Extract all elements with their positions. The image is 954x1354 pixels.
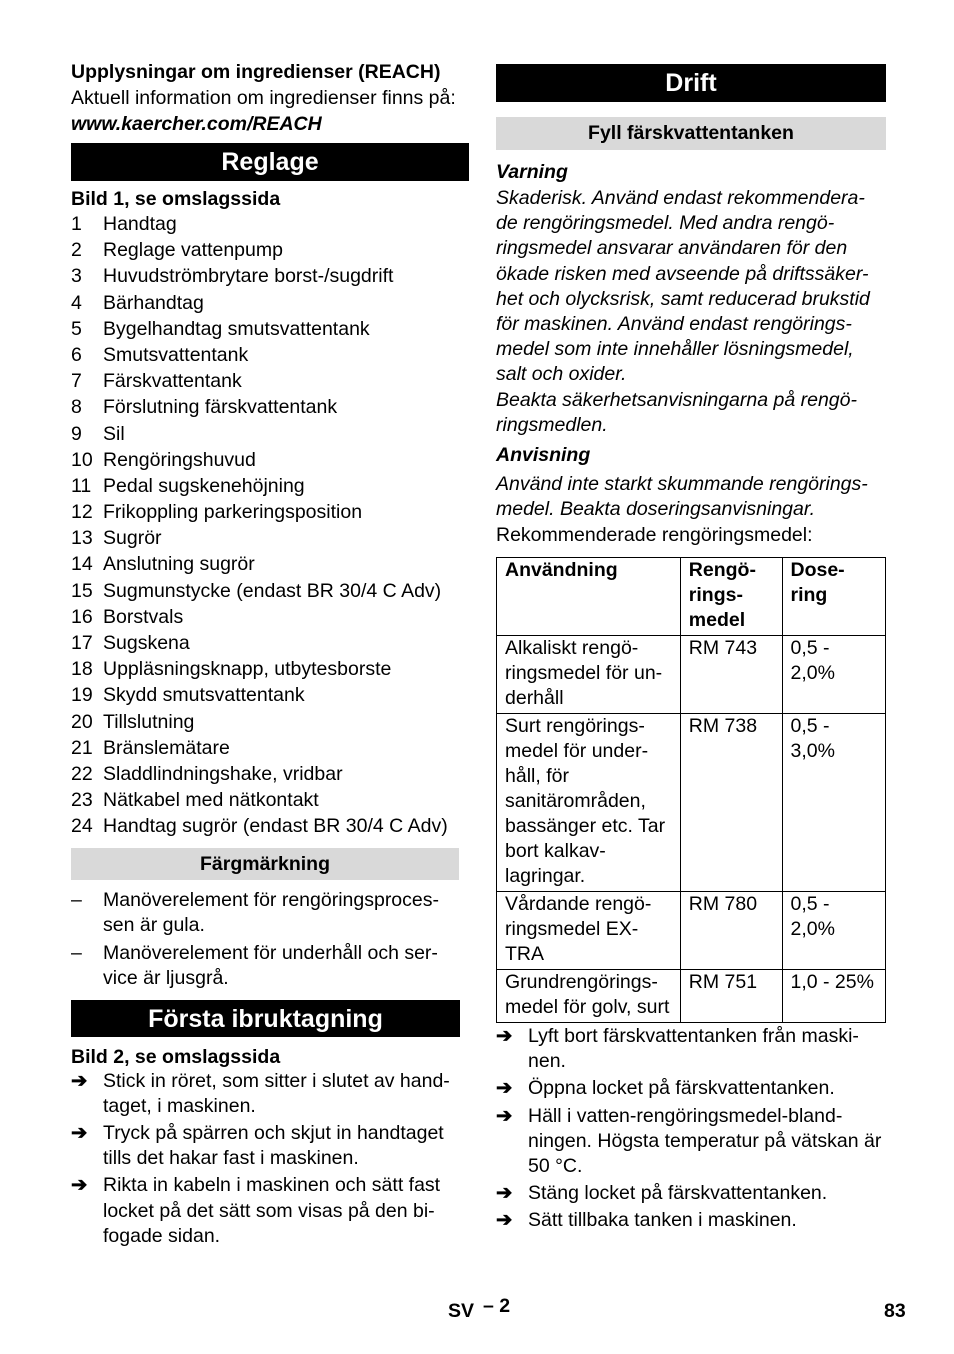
component-list <box>71 211 469 840</box>
list-item-label: Nätkabel med nätkontakt <box>103 789 319 812</box>
section-title-fargmarkning: Färgmärkning <box>71 848 459 880</box>
list-item-label: Bygelhandtag smutsvattentank <box>103 317 370 340</box>
list-item-label: Pedal sugskenehöjning <box>103 474 305 497</box>
warning-text: Skaderisk. Använd endast rekommendera-de rengöringsmedel. Med andra rengö-ringsmedel ansvarar användaren för den ökade risken med avseende på driftssäker-het och olycksrisk, samt reducerad brukstid för maskinen. Använd endast rengörings-medel som inte innehåller lösningsmedel, salt och oxider. <box>496 187 870 386</box>
list-item-label: Rengöringshuvud <box>103 448 256 471</box>
list-item <box>71 525 469 551</box>
table-cell: RM 751 <box>680 970 782 1023</box>
list-item <box>71 551 469 577</box>
step-item <box>71 1069 469 1119</box>
list-item-number: 8 <box>71 396 82 419</box>
list-item-label: Sugmunstycke (endast BR 30/4 C Adv) <box>103 579 442 602</box>
list-item-label: Tillslutning <box>103 710 195 733</box>
reach-url[interactable]: www.kaercher.com/REACH <box>71 113 322 135</box>
list-item <box>71 656 469 682</box>
step-text: Sätt tillbaka tanken i maskinen. <box>528 1209 797 1232</box>
list-item <box>71 709 469 735</box>
list-item-label: Förslutning färskvattentank <box>103 396 338 419</box>
recommended-label: Rekommenderade rengöringsmedel: <box>496 524 813 547</box>
list-item-number: 1 <box>71 213 82 235</box>
table-header-cell: Rengö-rings-medel <box>680 558 782 636</box>
list-item <box>71 394 469 420</box>
list-item-number: 12 <box>71 501 93 524</box>
list-item-number: 4 <box>71 291 82 314</box>
list-item-number: 11 <box>71 474 92 497</box>
list-item-label: Uppläsningsknapp, utbytesborste <box>103 658 392 681</box>
color-coding-list <box>71 888 469 992</box>
arrow-right-icon: ➔ <box>496 1104 513 1127</box>
list-item-label: Huvudströmbrytare borst-/sugdrift <box>103 265 394 288</box>
list-item <box>71 578 469 604</box>
list-item-label: Manöverelement för underhåll och ser-vice är ljusgrå. <box>103 941 438 989</box>
dash-bullet: – <box>71 941 82 964</box>
list-item <box>71 630 469 656</box>
arrow-right-icon: ➔ <box>71 1069 88 1092</box>
note-text: Använd inte starkt skummande rengörings-medel. Beakta doseringsanvisningar. <box>496 473 868 521</box>
list-item <box>71 342 469 368</box>
step-item <box>71 1173 469 1249</box>
list-item-number: 2 <box>71 239 82 262</box>
figure-reference-2: Bild 2, se omslagssida <box>71 1045 281 1068</box>
table-cell: Surt rengörings-medel för under-håll, för sanitärområden, bassänger etc. Tar bort kalkav-lagringar. <box>497 714 681 892</box>
table-cell: 1,0 - 25% <box>782 970 886 1023</box>
table-header-cell: Dose-ring <box>782 558 886 636</box>
step-item <box>496 1076 886 1101</box>
list-item <box>71 735 469 761</box>
right-column <box>496 58 886 1236</box>
table-cell: RM 738 <box>680 714 782 892</box>
list-item <box>71 787 469 813</box>
list-item-label: Sladdlindningshake, vridbar <box>103 762 343 785</box>
list-item-number: 21 <box>71 736 93 759</box>
arrow-right-icon: ➔ <box>71 1121 88 1144</box>
list-item-number: 9 <box>71 422 82 445</box>
step-item <box>71 1121 469 1171</box>
step-text: Häll i vatten-rengöringsmedel-bland-ningen. Högsta temperatur på vätskan är 50 °C. <box>528 1104 882 1178</box>
list-item <box>71 447 469 473</box>
table-cell: RM 780 <box>680 892 782 970</box>
list-item-number: 6 <box>71 343 82 366</box>
reach-heading: Upplysningar om ingredienser (REACH) <box>71 61 441 83</box>
table-header-cell: Användning <box>497 558 681 636</box>
list-item <box>71 499 469 525</box>
list-item <box>71 604 469 630</box>
step-text: Rikta in kabeln i maskinen och sätt fast locket på det sätt som visas på den bi-fogade sidan. <box>103 1174 441 1247</box>
list-item <box>71 682 469 708</box>
section-title-fyll: Fyll färskvattentanken <box>496 117 886 150</box>
list-item-number: 16 <box>71 605 93 628</box>
arrow-right-icon: ➔ <box>496 1182 513 1205</box>
section-title-reglage: Reglage <box>71 143 469 181</box>
table-header-row <box>497 558 886 636</box>
step-text: Lyft bort färskvattentanken från maski-nen. <box>528 1025 859 1073</box>
list-item <box>71 941 469 992</box>
list-item-number: 24 <box>71 815 93 838</box>
list-item-label: Manöverelement för rengöringsproces-sen är gula. <box>103 888 439 936</box>
detergent-table <box>496 557 886 1023</box>
page-number: 83 <box>884 1300 906 1322</box>
list-item-number: 23 <box>71 789 93 812</box>
list-item-label: Frikoppling parkeringsposition <box>103 501 363 524</box>
step-text: Stäng locket på färskvattentanken. <box>528 1182 828 1205</box>
list-item-label: Anslutning sugrör <box>103 553 255 576</box>
list-item <box>71 263 469 289</box>
step-text: Tryck på spärren och skjut in handtaget tills det hakar fast i maskinen. <box>103 1121 444 1170</box>
table-cell: Grundrengörings-medel för golv, surt <box>497 970 681 1023</box>
table-cell: RM 743 <box>680 636 782 714</box>
list-item <box>71 421 469 447</box>
list-item-label: Handtag sugrör (endast BR 30/4 C Adv) <box>103 815 448 838</box>
dash-bullet: – <box>71 888 82 911</box>
reach-text: Aktuell information om ingredienser finns på: <box>71 87 456 109</box>
step-item <box>496 1104 886 1180</box>
list-item-number: 10 <box>71 448 93 471</box>
table-row <box>497 970 886 1023</box>
list-item <box>71 368 469 394</box>
list-item-number: 7 <box>71 370 82 393</box>
list-item-label: Skydd smutsvattentank <box>103 684 305 707</box>
figure-reference-1: Bild 1, se omslagssida <box>71 188 281 210</box>
footer-section: – 2 <box>483 1295 511 1317</box>
list-item-number: 20 <box>71 710 93 733</box>
step-text: Öppna locket på färskvattentanken. <box>528 1077 835 1100</box>
warning-label: Varning <box>496 161 568 183</box>
section-title-forsta-ibruktagning: Första ibruktagning <box>71 1000 460 1037</box>
startup-steps <box>71 1069 469 1249</box>
table-cell: 0,5 - 2,0% <box>782 892 886 970</box>
list-item-number: 22 <box>71 762 93 785</box>
list-item-number: 3 <box>71 265 82 288</box>
list-item-label: Sugrör <box>103 527 162 550</box>
step-text: Stick in röret, som sitter i slutet av hand-taget, i maskinen. <box>103 1069 450 1117</box>
table-cell: 0,5 - 3,0% <box>782 714 886 892</box>
list-item-number: 17 <box>71 632 93 654</box>
list-item-label: Sugskena <box>103 632 190 654</box>
list-item-label: Färskvattentank <box>103 370 242 393</box>
list-item-label: Smutsvattentank <box>103 343 249 366</box>
step-item <box>496 1208 886 1233</box>
list-item <box>71 761 469 787</box>
list-item-number: 5 <box>71 317 82 340</box>
list-item-label: Sil <box>103 422 125 445</box>
list-item-number: 13 <box>71 527 93 550</box>
table-cell: Alkaliskt rengö-ringsmedel för un-derhåll <box>497 636 681 714</box>
fill-steps <box>496 1024 886 1234</box>
list-item-label: Bärhandtag <box>103 291 204 314</box>
arrow-right-icon: ➔ <box>496 1077 513 1100</box>
list-item <box>71 473 469 499</box>
left-column <box>71 58 469 1251</box>
table-cell: 0,5 - 2,0% <box>782 636 886 714</box>
list-item <box>71 888 469 939</box>
table-cell: Vårdande rengö-ringsmedel EX-TRA <box>497 892 681 970</box>
list-item-label: Borstvals <box>103 605 184 628</box>
table-row <box>497 636 886 714</box>
arrow-right-icon: ➔ <box>496 1025 513 1048</box>
list-item <box>71 813 469 839</box>
list-item <box>71 316 469 342</box>
list-item <box>71 290 469 316</box>
list-item-label: Handtag <box>103 213 177 235</box>
list-item <box>71 211 469 237</box>
footer-language: SV <box>448 1300 475 1322</box>
list-item-number: 15 <box>71 579 93 602</box>
list-item-label: Reglage vattenpump <box>103 239 283 262</box>
list-item-number: 19 <box>71 684 93 707</box>
list-item-label: Bränslemätare <box>103 736 230 759</box>
arrow-right-icon: ➔ <box>496 1209 513 1232</box>
list-item <box>71 237 469 263</box>
table-row <box>497 892 886 970</box>
warning-text-2: Beakta säkerhetsanvisningarna på rengö-ringsmedlen. <box>496 388 857 436</box>
step-item <box>496 1181 886 1206</box>
arrow-right-icon: ➔ <box>71 1174 88 1197</box>
list-item-number: 18 <box>71 658 93 681</box>
table-row <box>497 714 886 892</box>
list-item-number: 14 <box>71 553 93 576</box>
section-title-drift: Drift <box>496 64 886 102</box>
note-label: Anvisning <box>496 444 591 467</box>
step-item <box>496 1024 886 1074</box>
